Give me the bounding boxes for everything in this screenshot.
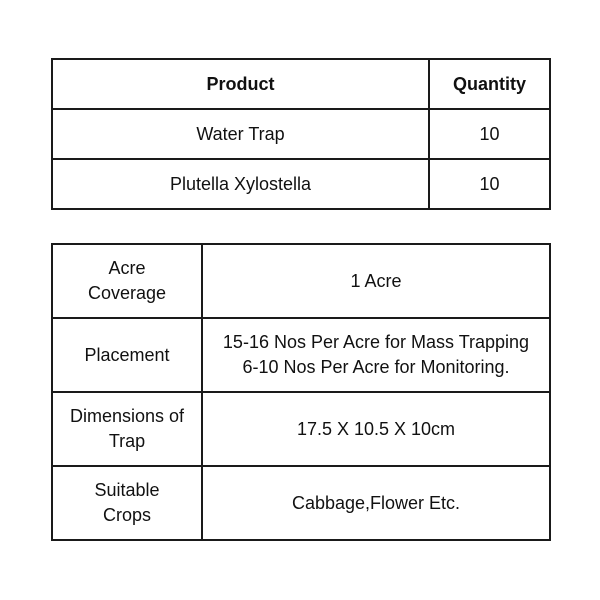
spec-value-line: Cabbage,Flower Etc. <box>291 492 461 513</box>
spec-label-line: Suitable <box>94 480 160 500</box>
spec-label <box>52 392 202 466</box>
spec-value <box>202 392 550 466</box>
spec-value <box>202 466 550 540</box>
table-row <box>52 159 550 209</box>
spec-value-line: 15-16 Nos Per Acre for Mass Trapping <box>222 332 530 352</box>
spec-label <box>52 318 202 392</box>
spec-label-line: Trap <box>108 431 146 451</box>
quantity-header: Quantity <box>429 59 550 109</box>
table-row <box>52 109 550 159</box>
spec-label-line: Dimensions of <box>69 406 185 426</box>
spec-value-line: 17.5 X 10.5 X 10cm <box>296 418 456 439</box>
table-row <box>52 318 550 392</box>
spec-label-line: Acre <box>108 258 146 278</box>
spec-value <box>202 318 550 392</box>
product-quantity-table <box>51 58 551 210</box>
spec-label-line: Placement <box>84 344 170 365</box>
product-header: Product <box>52 59 429 109</box>
spec-value <box>202 244 550 318</box>
spec-label <box>52 244 202 318</box>
product-cell: Plutella Xylostella <box>52 159 429 209</box>
spec-value-line: 6-10 Nos Per Acre for Monitoring. <box>242 357 510 377</box>
spec-label-line: Crops <box>102 505 151 525</box>
spec-value-line: 1 Acre <box>350 270 402 291</box>
table-row <box>52 466 550 540</box>
table-row <box>52 392 550 466</box>
spec-label <box>52 466 202 540</box>
table-header-row <box>52 59 550 109</box>
quantity-cell: 10 <box>429 109 550 159</box>
spec-label-line: Coverage <box>87 283 167 303</box>
quantity-cell: 10 <box>429 159 550 209</box>
specifications-table <box>51 243 551 541</box>
product-cell: Water Trap <box>52 109 429 159</box>
table-row <box>52 244 550 318</box>
